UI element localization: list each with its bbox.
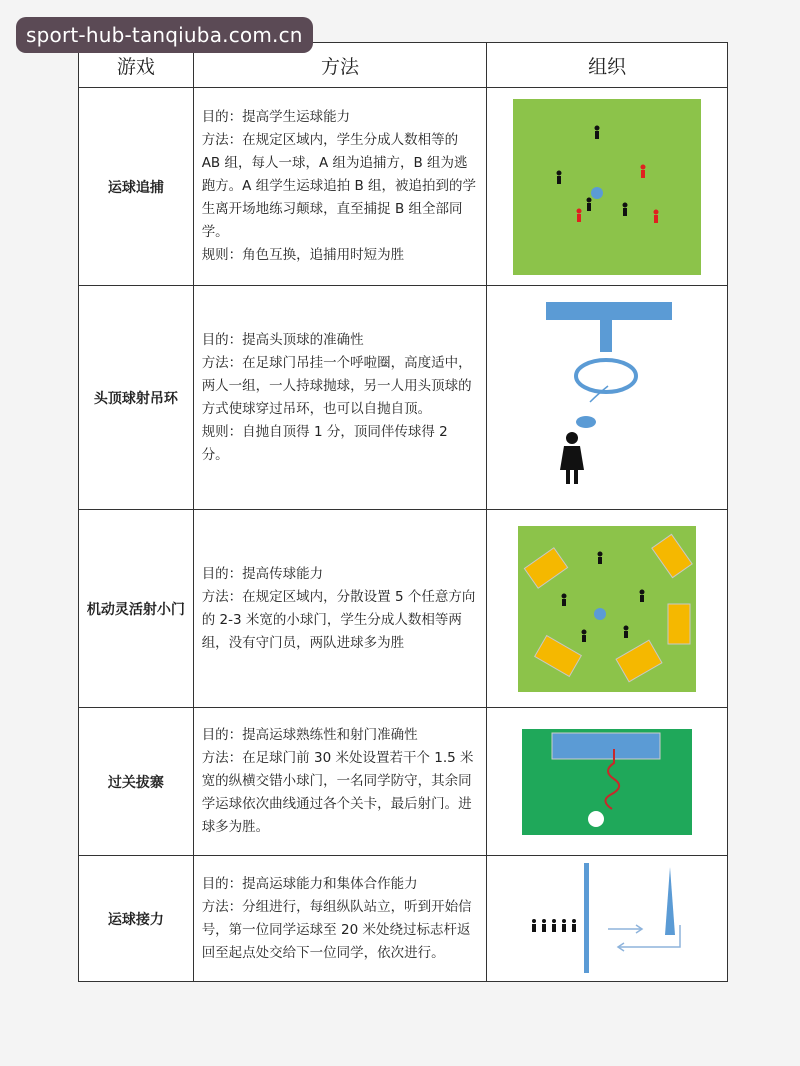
method-cell bbox=[193, 88, 487, 286]
method-cell bbox=[193, 856, 487, 982]
player-icon bbox=[598, 551, 603, 564]
ball-icon bbox=[594, 608, 606, 620]
dribble-chase-diagram bbox=[513, 99, 701, 275]
player-icon bbox=[623, 202, 628, 216]
players-queue bbox=[532, 919, 576, 932]
method-line: 方法：在规定区域内，学生分成人数相等的 AB 组，每人一球，A 组为追捕方，B 组为逃跑方。A 组学生运球追拍 B 组，被追拍到的学生离开场地练习颠球，直至捕捉 B 组全部同学。 bbox=[201, 132, 477, 240]
game-name: 运球追捕 bbox=[79, 88, 194, 286]
method-line: 目的：提高运球熟练性和射门准确性 bbox=[201, 727, 418, 743]
table-row bbox=[79, 286, 728, 510]
method-cell bbox=[193, 510, 487, 708]
org-diagram-cell bbox=[487, 88, 728, 286]
method-line: 规则：自抛自顶得 1 分，顶同伴传球得 2 分。 bbox=[201, 423, 448, 463]
header-hoop-diagram bbox=[532, 298, 682, 498]
table-row bbox=[79, 510, 728, 708]
table-row bbox=[79, 856, 728, 982]
method-line: 方法：在足球门前 30 米处设置若干个 1.5 米宽的纵横交错小球门，一名同学防守，其余同学运球依次曲线通过各个关卡，最后射门。进球多为胜。 bbox=[201, 750, 474, 835]
header-game: 游戏 bbox=[79, 43, 194, 88]
hoop-post bbox=[600, 320, 612, 352]
goal-crossbar bbox=[546, 302, 672, 320]
game-name: 过关拔寨 bbox=[79, 708, 194, 856]
dribble-obstacle-diagram bbox=[522, 729, 692, 835]
drills-table bbox=[78, 42, 728, 982]
player-icon bbox=[587, 197, 592, 211]
player-icon bbox=[595, 125, 600, 139]
player-icon bbox=[654, 209, 659, 223]
ball-icon bbox=[591, 187, 603, 199]
person-icon bbox=[560, 432, 584, 484]
header-org: 组织 bbox=[487, 43, 728, 88]
start-line bbox=[584, 863, 589, 973]
ball-icon bbox=[576, 416, 596, 428]
method-line: 方法：在足球门吊挂一个呼啦圈，高度适中，两人一组，一人持球抛球，另一人用头顶球的方式使球穿过吊环，也可以自抛自顶。 bbox=[201, 354, 472, 417]
game-name: 机动灵活射小门 bbox=[79, 510, 194, 708]
method-cell bbox=[193, 708, 487, 856]
player-icon bbox=[557, 170, 562, 184]
table-row bbox=[79, 88, 728, 286]
method-line: 目的：提高传球能力 bbox=[201, 565, 324, 582]
method-line: 方法：分组进行，每组纵队站立，听到开始信号，第一位同学运球至 20 米处绕过标志杆返回至起点处交给下一位同学，依次进行。 bbox=[201, 898, 472, 961]
org-diagram-cell bbox=[487, 856, 728, 982]
player-icon bbox=[562, 593, 567, 606]
field bbox=[513, 99, 701, 275]
player-icon bbox=[582, 629, 587, 642]
player-icon bbox=[577, 208, 582, 222]
org-diagram-cell bbox=[487, 708, 728, 856]
goal-box bbox=[552, 733, 660, 759]
player-icon bbox=[640, 589, 645, 602]
method-line: 目的：提高运球能力和集体合作能力 bbox=[201, 875, 418, 892]
method-line: 目的：提高学生运球能力 bbox=[201, 109, 351, 125]
org-diagram-cell bbox=[487, 510, 728, 708]
player-icon bbox=[641, 164, 646, 178]
method-line: 目的：提高头顶球的准确性 bbox=[201, 331, 364, 348]
watermark-label: sport-hub-tanqiuba.com.cn bbox=[16, 17, 313, 53]
game-name: 头顶球射吊环 bbox=[79, 286, 194, 510]
org-diagram-cell bbox=[487, 286, 728, 510]
small-goal bbox=[668, 604, 690, 644]
player-icon bbox=[532, 919, 536, 932]
game-name: 运球接力 bbox=[79, 856, 194, 982]
method-line: 方法：在规定区域内，分散设置 5 个任意方向的 2-3 米宽的小球门，学生分成人数相等两组，没有守门员，两队进球多为胜 bbox=[201, 588, 476, 651]
player-icon bbox=[572, 919, 576, 932]
header-method: 方法 bbox=[193, 43, 487, 88]
small-goals-diagram bbox=[518, 526, 696, 692]
method-cell bbox=[193, 286, 487, 510]
ball-icon bbox=[588, 811, 604, 827]
relay-diagram bbox=[522, 863, 692, 975]
marker-pole-icon bbox=[665, 867, 675, 935]
method-line: 规则：角色互换，追捕用时短为胜 bbox=[201, 247, 405, 263]
player-icon bbox=[624, 625, 629, 638]
table-row bbox=[79, 708, 728, 856]
player-icon bbox=[552, 919, 556, 932]
player-icon bbox=[562, 919, 566, 932]
player-icon bbox=[542, 919, 546, 932]
